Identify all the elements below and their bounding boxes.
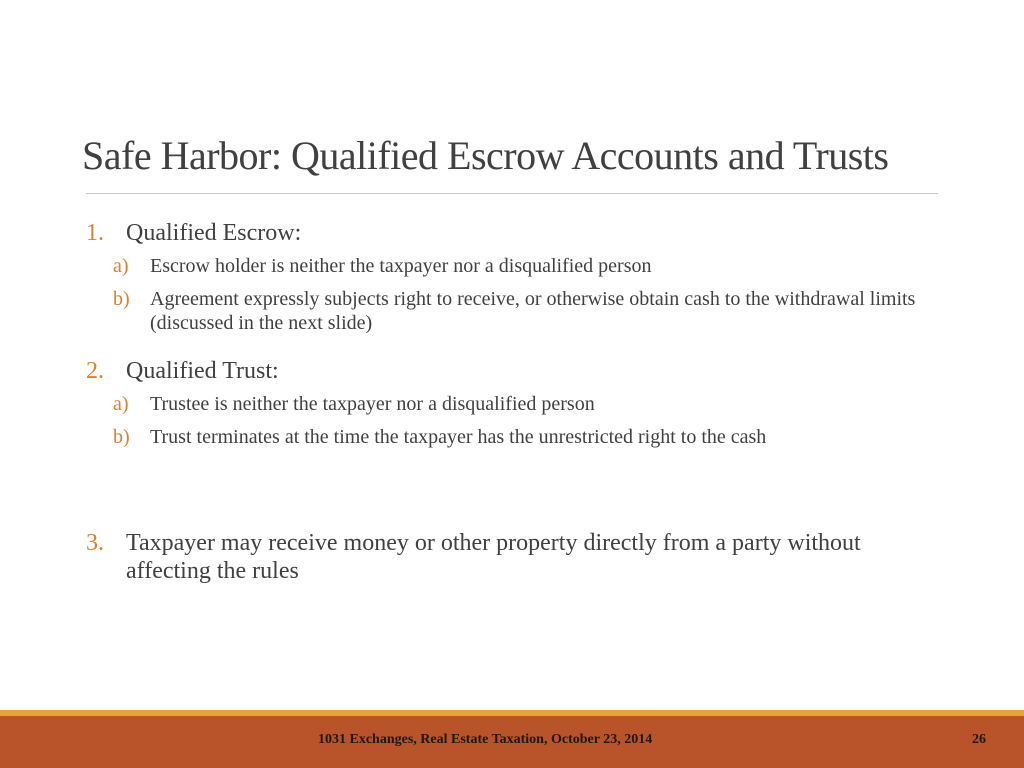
sub-item-text: Agreement expressly subjects right to receive, or otherwise obtain cash to the withdrawal limits (discussed in the next slide) (150, 288, 916, 334)
sub-item-text: Escrow holder is neither the taxpayer nor a disqualified person (150, 255, 652, 277)
sub-item-letter: b) (113, 426, 130, 448)
sub-item-text: Trustee is neither the taxpayer nor a disqualified person (150, 393, 595, 415)
list-item-text: Qualified Escrow: (126, 220, 302, 246)
sub-item-text: Trust terminates at the time the taxpayer has the unrestricted right to the cash (150, 426, 767, 448)
list-item-number: 3. (86, 530, 104, 556)
sub-item-letter: b) (113, 288, 130, 310)
list-item-number: 2. (86, 358, 104, 384)
list-item-text: Taxpayer may receive money or other property directly from a party without affecting the rules (126, 530, 861, 584)
list-item-number: 1. (86, 220, 104, 246)
footer-text: 1031 Exchanges, Real Estate Taxation, October 23, 2014 (318, 732, 653, 747)
sub-item-letter: a) (113, 393, 129, 415)
sub-item-letter: a) (113, 255, 129, 277)
list-item-text: Qualified Trust: (126, 358, 279, 384)
page-number: 26 (972, 732, 986, 747)
slide-title: Safe Harbor: Qualified Escrow Accounts and Trusts (82, 133, 889, 178)
